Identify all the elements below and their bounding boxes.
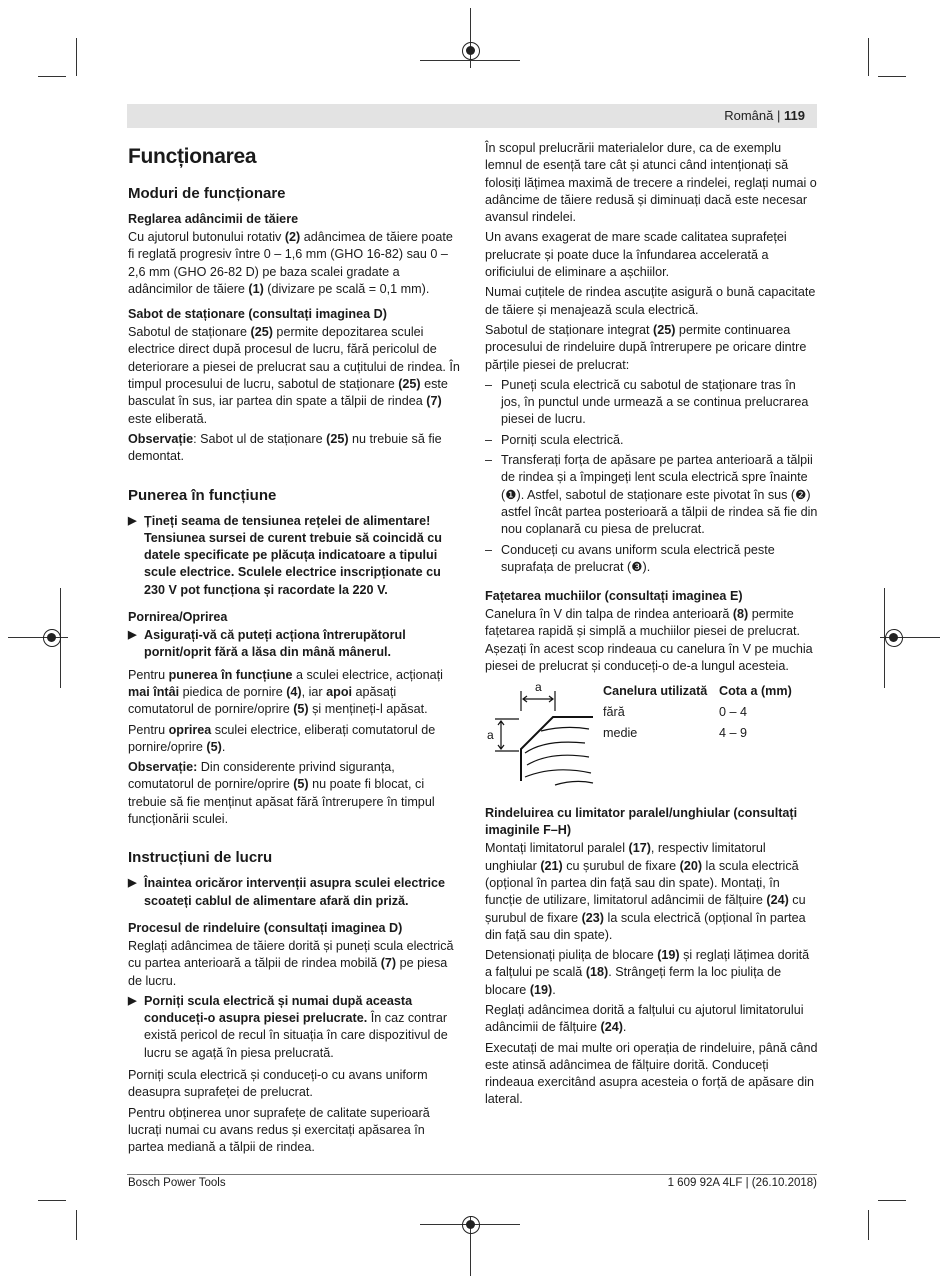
header-language: Română bbox=[724, 108, 774, 123]
paragraph-feed-rate: Un avans exagerat de mare scade calitatea suprafeței prelucrate și poate duce la înfundarea accelerată a orificiului de eliminare a așchiilor. bbox=[485, 230, 787, 280]
table-cell: fără bbox=[603, 705, 625, 720]
list-item: – Transferați forța de apăsare pe partea anterioară a tălpii de rindea și a împingeți lent scula electrică spre înainte (❶). Astfel, sabotul de staționare este pivotat în sus (❷) astfel încât partea posterioară a tălpii de rindea să fie din nou coplanară cu piesa de prelucrat. bbox=[485, 453, 818, 537]
paragraph-integrated-shoe: Sabotul de staționare integrat (25) permite continuarea procesului de rindeluire după întrerupere pe oricare dintre părțile piesei de prelucrat: bbox=[485, 322, 807, 372]
crop-mark bbox=[76, 38, 77, 76]
paragraph-switch-on: Pentru punerea în funcțiune a sculei electrice, acționați mai întâi piedica de pornire (4), iar apoi apăsați comutatorul de pornire/oprire (5) și mențineți-l apăsat. bbox=[128, 667, 443, 717]
warning-kickback: ▶ Porniți scula electrică și numai după aceasta conduceți-o asupra piesei prelucrate. În caz contrar există pericol de recul în situația în care dispozitivul de lucru se agață în piesa prelucrată. bbox=[128, 993, 448, 1060]
section-heading-startup: Punerea în funcțiune bbox=[128, 486, 277, 504]
registration-line bbox=[420, 60, 520, 61]
figure-label-a-top: a bbox=[535, 681, 542, 695]
footer-divider bbox=[127, 1174, 817, 1175]
subheading-parking-shoe: Sabot de staționare (consultați imaginea D) bbox=[128, 307, 387, 322]
paragraph-planing-1: Reglați adâncimea de tăiere dorită și puneți scula electrică cu partea anterioară a tălpii de rindea mobilă (7) pe piesa de lucru. bbox=[128, 938, 454, 988]
registration-mark-icon bbox=[462, 42, 480, 60]
chamfer-table bbox=[603, 681, 792, 744]
subheading-depth: Reglarea adâncimii de tăiere bbox=[128, 212, 299, 226]
paragraph-rebate-2: Detensionați piulița de blocare (19) și reglați lățimea dorită a falțului pe scală (18). Strângeți ferm la loc piulița de blocare (19). bbox=[485, 948, 810, 997]
paragraph-chamfering: Canelura în V din talpa de rindea anterioară (8) permite fațetarea rapidă și simplă a muchiilor piesei de prelucrat. Așezați în acest scop rindeaua cu canelura în V pe muchia piesei de prelucrat și conduceți-o de-a lungul acesteia. bbox=[485, 607, 813, 674]
header-text bbox=[724, 108, 805, 123]
right-column bbox=[485, 140, 818, 1112]
paragraph-rebate-3: Reglați adâncimea dorită a falțului cu ajutorul limitatorului adâncimii de fălțuire (24). bbox=[485, 1002, 804, 1035]
left-column bbox=[128, 140, 460, 1159]
page-header bbox=[127, 104, 817, 128]
paragraph-rebate-1: Montați limitatorul paralel (17), respectiv limitatorul unghiular (21) cu șurubul de fixare (20) la scula electrică (opțional în partea din față sau din spate). Montați, în funcție de utilizare, limitatorul adâncimii de fălțuire (24) cu șurubul de fixare (23) la scula electrică (opțional în partea din față sau din spate). bbox=[485, 841, 806, 942]
subheading-chamfering: Fațetarea muchiilor (consultați imaginea E) bbox=[485, 589, 743, 604]
paragraph-switch-off: Pentru oprirea sculei electrice, eliberați comutatorul de pornire/oprire (5). bbox=[128, 722, 436, 754]
table-header-cell: Canelura utilizată bbox=[603, 684, 708, 699]
chamfer-figure-row bbox=[485, 681, 818, 791]
page-number: 119 bbox=[784, 108, 805, 123]
table-header-cell: Cota a (mm) bbox=[719, 684, 792, 699]
footer-doc-code: 1 609 92A 4LF | (26.10.2018) bbox=[667, 1177, 817, 1189]
list-item: – Conduceți cu avans uniform scula electrică peste suprafața de prelucrat (❸). bbox=[485, 542, 775, 574]
table-cell: 0 – 4 bbox=[719, 705, 748, 720]
section-heading-working: Instrucțiuni de lucru bbox=[128, 849, 273, 867]
step-1-icon: ❶ bbox=[505, 487, 517, 502]
paragraph-sharp-blades: Numai cuțitele de rindea ascuțite asigură o bună capacitate de tăiere și menajează scula electrică. bbox=[485, 285, 816, 317]
table-header-row bbox=[603, 681, 792, 702]
crop-mark bbox=[878, 1200, 906, 1201]
warning-marker-icon: ▶ bbox=[128, 994, 137, 1007]
warning-handle: ▶ Asigurați-vă că puteți acționa întrerupătorul pornit/oprit fără a lăsa din mână mânerul. bbox=[128, 628, 406, 660]
subheading-planing: Procesul de rindeluire (consultați imaginea D) bbox=[128, 920, 403, 935]
subheading-rebating: Rindeluirea cu limitator paralel/unghiular (consultați imaginile F–H) bbox=[485, 806, 798, 838]
note-parking-shoe: Observație: Sabot ul de staționare (25) nu trebuie să fie demontat. bbox=[128, 431, 442, 464]
registration-mark-icon bbox=[462, 1216, 480, 1234]
list-item: – Porniți scula electrică. bbox=[485, 432, 624, 447]
header-separator: | bbox=[777, 108, 781, 123]
table-row bbox=[603, 723, 792, 744]
registration-mark-icon bbox=[885, 629, 903, 647]
crop-mark bbox=[868, 1210, 869, 1240]
warning-voltage: ▶ Țineți seama de tensiunea rețelei de alimentare! Tensiunea sursei de curent trebuie să coincidă cu datele specificate pe plăcuța indicatoare a tipului scule electrice. Sculele electrice inscripționate cu 230 V pot funcționa și racordate la 220 V. bbox=[128, 513, 442, 597]
crop-mark bbox=[868, 38, 869, 76]
warning-marker-icon: ▶ bbox=[128, 629, 137, 642]
registration-mark-icon bbox=[43, 629, 61, 647]
paragraph-planing-2: Porniți scula electrică și conduceți-o cu avans uniform deasupra suprafeței de prelucrat. bbox=[128, 1067, 428, 1100]
note-switch: Observație: Din considerente privind siguranța, comutatorul de pornire/oprire (5) nu poate fi blocat, ci trebuie să fie menținut apăsat fără întrerupere în timpul funcționării sculei. bbox=[128, 760, 435, 827]
warning-marker-icon: ▶ bbox=[128, 514, 137, 527]
paragraph-hard-materials: În scopul prelucrării materialelor dure, ca de exemplu lemnul de esență tare cât și atunci când intenționați să folosiți lățimea maximă de trecere a rindelei, reglați numai o adâncime de tăiere redusă și diminuați dacă este necesar avansul rindelei. bbox=[485, 141, 817, 225]
crop-mark bbox=[878, 76, 906, 77]
table-cell: medie bbox=[603, 726, 638, 741]
crop-mark bbox=[76, 1210, 77, 1240]
step-3-icon: ❸ bbox=[631, 559, 643, 574]
paragraph-depth: Cu ajutorul butonului rotativ (2) adâncimea de tăiere poate fi reglată progresiv între 0 – 1,6 mm (GHO 16-82) sau 0 – 2,6 mm (GHO 26-82 D) pe baza scalei gradate a adâncimilor de tăiere (1) (divizare pe scală = 0,1 mm). bbox=[128, 230, 453, 296]
page-title: Funcționarea bbox=[128, 145, 257, 168]
crop-mark bbox=[38, 1200, 66, 1201]
paragraph-rebate-4: Executați de mai multe ori operația de rindeluire, până când este atinsă adâncimea de fălțuire dorită. Conduceți rindeaua exercitând asupra acesteia o forță de apăsare din lateral. bbox=[485, 1040, 818, 1107]
table-cell: 4 – 9 bbox=[719, 726, 748, 741]
chamfer-diagram bbox=[485, 681, 597, 791]
paragraph-planing-3: Pentru obținerea unor suprafețe de calitate superioară lucrați numai cu avans redus și exercitați apăsarea în partea mediană a tălpii de rindea. bbox=[128, 1105, 430, 1155]
footer-brand: Bosch Power Tools bbox=[128, 1177, 226, 1189]
table-row bbox=[603, 702, 792, 723]
crop-mark bbox=[38, 76, 66, 77]
paragraph-parking-shoe: Sabotul de staționare (25) permite depozitarea sculei electrice direct după procesul de lucru, fără pericolul de deteriorare a piesei de prelucrat sau a cuțitului de rindea. În timpul procesului de lucru, sabotul de staționare (25) este basculat în sus, iar partea din spate a tălpii de rindea (7) este eliberată. bbox=[128, 325, 460, 426]
list-item: – Puneți scula electrică cu sabotul de staționare tras în jos, în punctul unde urmează a se continua prelucrarea piesei de lucru. bbox=[485, 377, 809, 427]
warning-unplug: ▶ Înaintea oricăror intervenții asupra sculei electrice scoateți cablul de alimentare afară din priză. bbox=[128, 876, 445, 908]
section-heading-modes: Moduri de funcționare bbox=[128, 185, 286, 202]
subheading-on-off: Pornirea/Oprirea bbox=[128, 610, 228, 625]
warning-marker-icon: ▶ bbox=[128, 877, 137, 890]
step-2-icon: ❷ bbox=[795, 487, 807, 502]
figure-label-a-left: a bbox=[487, 728, 494, 743]
